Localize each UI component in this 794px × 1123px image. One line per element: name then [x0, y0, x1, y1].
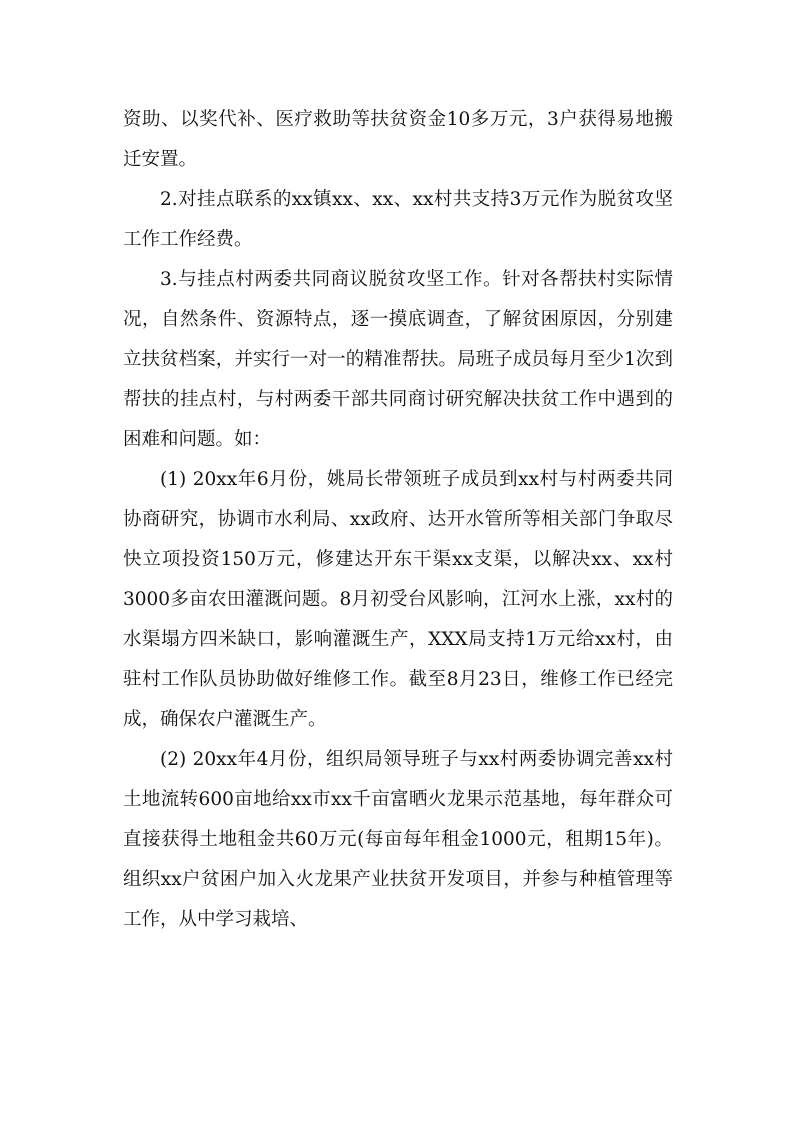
paragraph-item-3: 3.与挂点村两委共同商议脱贫攻坚工作。针对各帮扶村实际情况，自然条件、资源特点，逐一摸底调查，了解贫困原因，分别建立扶贫档案，并实行一对一的精准帮扶。局班子成员每月至少1次到帮扶的挂点村，与村两委干部共同商讨研究解决扶贫工作中遇到的困难和问题。如： — [123, 269, 673, 450]
paragraph-funding-continued: 资助、以奖代补、医疗救助等扶贫资金10多万元，3户获得易地搬迁安置。 — [123, 109, 673, 170]
document-body — [123, 100, 673, 940]
paragraph-item-2: 2.对挂点联系的xx镇xx、xx、xx村共支持3万元作为脱贫攻坚工作工作经费。 — [123, 189, 673, 250]
paragraph-subitem-2: (2) 20xx年4月份，组织局领导班子与xx村两委协调完善xx村土地流转600亩地给xx市xx千亩富晒火龙果示范基地，每年群众可直接获得土地租金共60万元(每亩每年租金1000元，租期15年)。组织xx户贫困户加入火龙果产业扶贫开发项目，并参与种植管理等工作，从中学习栽培、 — [123, 749, 673, 930]
paragraph-subitem-1: (1) 20xx年6月份，姚局长带领班子成员到xx村与村两委共同协商研究，协调市水利局、xx政府、达开水管所等相关部门争取尽快立项投资150万元，修建达开东干渠xx支渠，以解决xx、xx村3000多亩农田灌溉问题。8月初受台风影响，江河水上涨，xx村的水渠塌方四米缺口，影响灌溉生产，XXX局支持1万元给xx村，由驻村工作队员协助做好维修工作。截至8月23日，维修工作已经完成，确保农户灌溉生产。 — [123, 469, 673, 730]
